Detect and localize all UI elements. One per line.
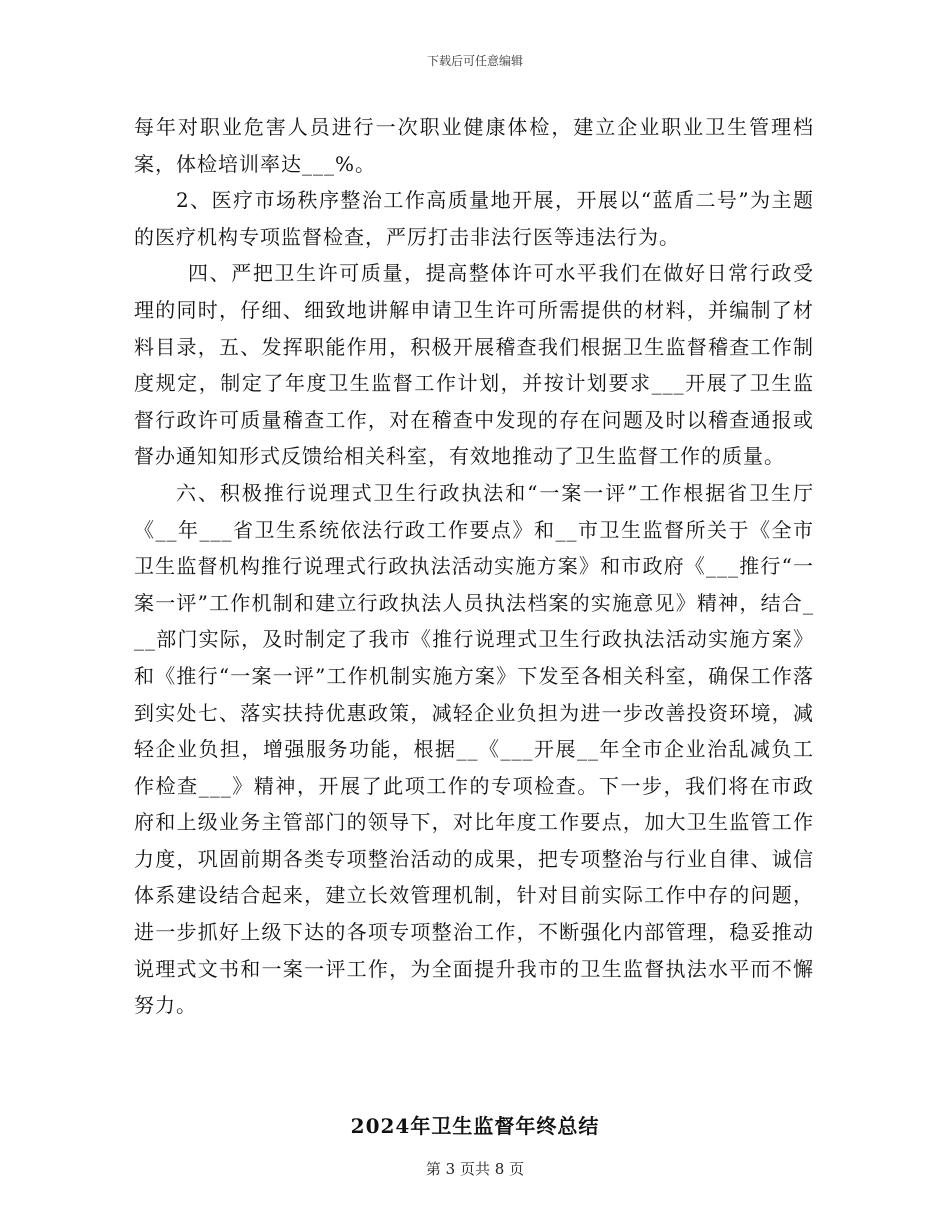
section-title: 2024年卫生监督年终总结 bbox=[350, 1114, 600, 1138]
paragraph-item-2: 2、医疗市场秩序整治工作高质量地开展，开展以“蓝盾二号”为主题的医疗机构专项监督检查，严厉打击非法行医等违法行为。 bbox=[134, 188, 814, 249]
paragraph-section-4: 四、严把卫生许可质量，提高整体许可水平我们在做好日常行政受理的同时，仔细、细致地讲解申请卫生许可所需提供的材料，并编制了材料目录，五、发挥职能作用，积极开展稽查我们根据卫生监督稽查工作制度规定，制定了年度卫生监督工作计划，并按计划要求___开展了卫生监督行政许可质量稽查工作，对在稽查中发现的存在问题及时以稽查通报或督办通知知形式反馈给相关科室，有效地推动了卫生监督工作的质量。 bbox=[134, 261, 814, 469]
page-footer: 第 3 页共 8 页 bbox=[425, 1160, 525, 1178]
page-header: 下载后可任意编辑 bbox=[426, 54, 523, 68]
paragraph-section-6: 六、积极推行说理式卫生行政执法和“一案一评”工作根据省卫生厅《__年___省卫生系统依法行政工作要点》和__市卫生监督所关于《全市卫生监督机构推行说理式行政执法活动实施方案》和市政府《___推行“一案一评”工作机制和建立行政执法人员执法档案的实施意见》精神，结合___部门实际，及时制定了我市《推行说理式卫生行政执法活动实施方案》和《推行“一案一评”工作机制实施方案》下发至各相关科室，确保工作落到实处七、落实扶持优惠政策，减轻企业负担为进一步改善投资环境，减轻企业负担，增强服务功能，根据__《___开展__年全市企业治乱减负工作检查___》精神，开展了此项工作的专项检查。下一步，我们将在市政府和上级业务主管部门的领导下，对比年度工作要点，加大卫生监管工作力度，巩固前期各类专项整治活动的成果，把专项整治与行业自律、诚信体系建设结合起来，建立长效管理机制，针对目前实际工作中存的问题，进一步抓好上级下达的各项专项整治工作，不断强化内部管理，稳妥推动说理式文书和一案一评工作，为全面提升我市的卫生监督执法水平而不懈努力。 bbox=[134, 480, 814, 1018]
document-body bbox=[134, 109, 814, 1024]
paragraph-continuation: 每年对职业危害人员进行一次职业健康体检，建立企业职业卫生管理档案，体检培训率达___%。 bbox=[134, 115, 814, 176]
